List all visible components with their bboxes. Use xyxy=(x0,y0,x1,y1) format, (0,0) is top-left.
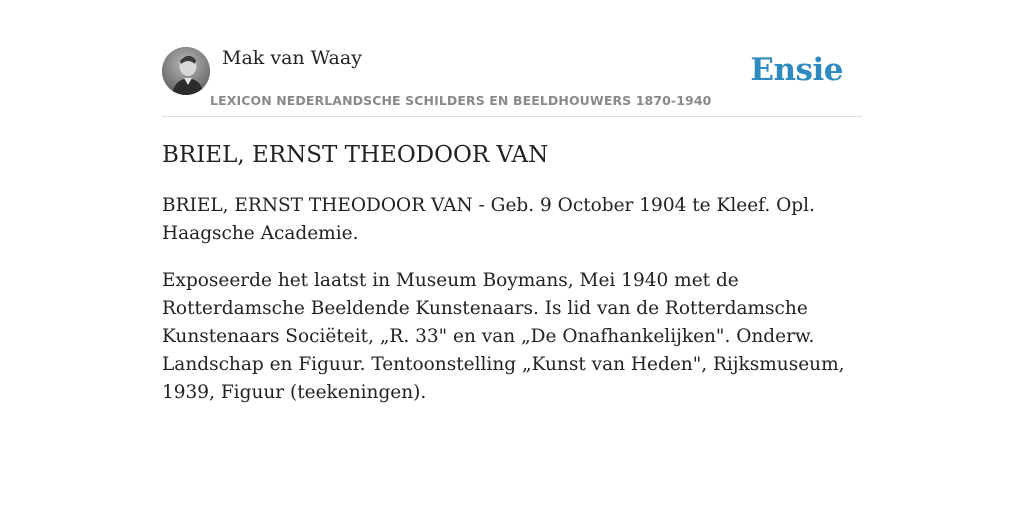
entry-paragraph: Exposeerde het laatst in Museum Boymans, Mei 1940 met de Rotterdamsche Beeldende Kunstenaars. Is lid van de Rotterdamsche Kunstenaars Sociëteit, „R. 33" en van „De Onafhankelijken". Onderw. Landschap en Figuur. Tentoonstelling „Kunst van Heden", Rijksmuseum, 1939, Figuur (teekeningen). xyxy=(162,270,845,403)
article-header xyxy=(162,0,862,117)
portrait-photo-icon xyxy=(162,47,210,95)
entry-body xyxy=(162,192,862,426)
article-page xyxy=(162,0,862,403)
entry-title: BRIEL, ERNST THEODOOR VAN xyxy=(162,142,549,168)
source-title[interactable]: LEXICON NEDERLANDSCHE SCHILDERS EN BEELDHOUWERS 1870-1940 xyxy=(210,93,712,108)
ensie-logo[interactable]: Ensie xyxy=(750,52,843,88)
entry-paragraph: BRIEL, ERNST THEODOOR VAN - Geb. 9 October 1904 te Kleef. Opl. Haagsche Academie. xyxy=(162,195,815,244)
author-name-link[interactable]: Mak van Waay xyxy=(222,47,362,69)
author-avatar[interactable] xyxy=(162,47,210,95)
